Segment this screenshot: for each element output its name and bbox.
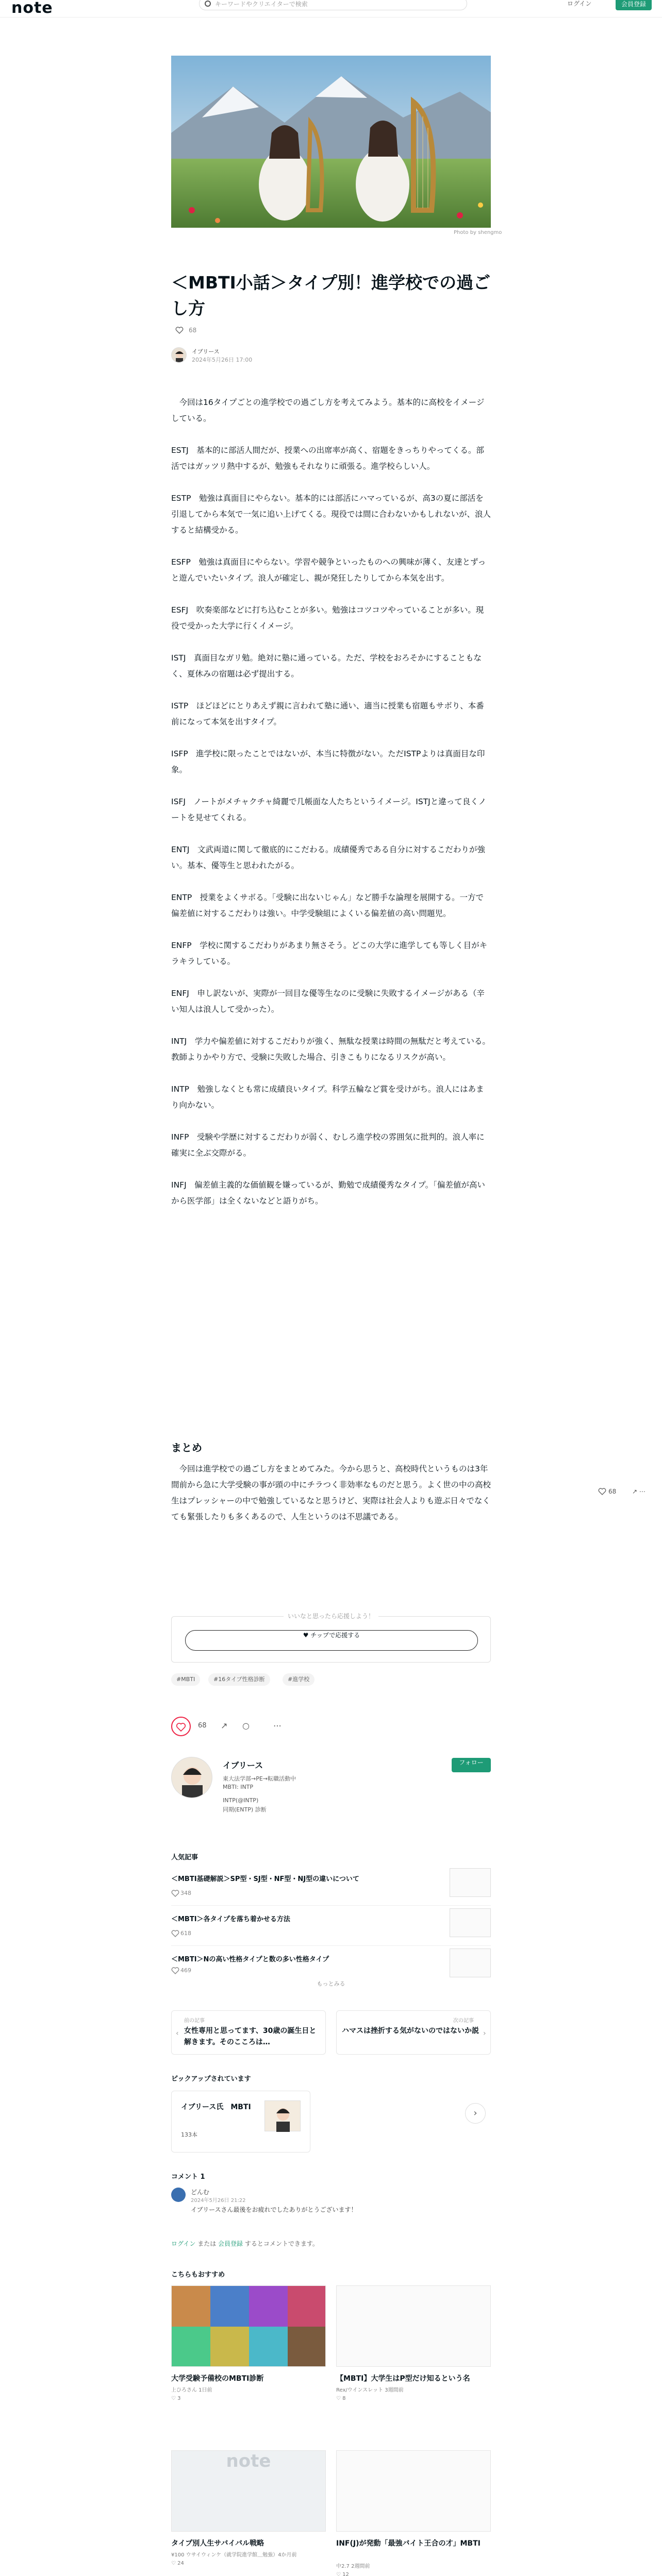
rec-card-2-likes: ♡ 8 [336, 2396, 346, 2401]
rec-card-4-thumb [336, 2450, 491, 2532]
paragraph-enfj: ENFJ 申し訳ないが、実際が一回目な優等生なのに受験に失敗するイメージがある（辛い知人は浪人して受かった）。 [171, 989, 485, 1014]
popular-item-3-thumb[interactable] [450, 1948, 491, 1977]
paragraph-entj: ENTJ 文武両道に関して徹底的にこだわる。成績優秀である自分に対するこだわりが強い。基本、優等生と思われたがる。 [171, 845, 485, 870]
article-body [171, 395, 491, 1225]
share-icon[interactable]: ↗ [221, 1721, 228, 1731]
rec-card-3-author: ¥100 ウサイウィンケ（就学院進学館＿勉強）4か月前 [171, 2552, 297, 2558]
popular-item-2-thumb[interactable] [450, 1908, 491, 1937]
popular-item-1-title[interactable]: ＜MBTI基礎解説＞SP型・SJ型・NF型・NJ型の違いについて [171, 1875, 359, 1883]
profile-line-4: 同期(ENTP) 診断 [223, 1806, 267, 1813]
paragraph-intj: INTJ 学力や偏差値に対するこだわりが強く、無駄な授業は時間の無駄だと考えている。教師よりかやり方で、受験に失敗した場合、引きこもりになるリスクが高い。 [171, 1037, 490, 1062]
profile-avatar[interactable] [171, 1757, 212, 1798]
paragraph-esfp: ESFP 勉強は真面目にやらない。学習や競争といったものへの興味が薄く、友達とずっと遊んでいたいタイプ。浪人が確定し、親が発狂したりしてから本気を出す。 [171, 557, 486, 583]
rec-card-4-author: 中2.7 2週間前 [336, 2564, 370, 2569]
heart-icon [171, 1967, 179, 1974]
rec-card-3-likes: ♡ 24 [171, 2561, 184, 2566]
tag-shingakko[interactable]: #進学校 [283, 1673, 315, 1686]
note-logo[interactable]: note [11, 0, 53, 17]
rec-card-2-thumb [336, 2285, 491, 2367]
next-title: ハマスは挫折する気がないのではないか説 [342, 2027, 479, 2035]
popular-item-1-count: 348 [180, 1890, 191, 1896]
pickup-magazine-card[interactable] [171, 2091, 310, 2153]
prev-title: 女性専用と思ってます、30歳の誕生日と解きます。そのこころは… [184, 2027, 317, 2046]
more-link[interactable]: もっとみる [317, 1980, 345, 1987]
commenter-name[interactable]: どんむ [191, 2189, 210, 2196]
prev-label: 前の記事 [184, 2018, 205, 2024]
paragraph-istp: ISTP ほどほどにとりあえず親に言われて塾に通い、適当に授業も宿題もサボり、本番前になって本気を出すタイプ。 [171, 701, 484, 726]
profile-line-3: INTP(@INTP) [223, 1797, 259, 1804]
divider [171, 1905, 491, 1906]
author-avatar[interactable] [171, 347, 187, 363]
signup-button[interactable]: 会員登録 [616, 0, 652, 10]
commenter-avatar[interactable] [171, 2188, 186, 2202]
comments-heading: コメント 1 [171, 2173, 205, 2181]
paragraph-estj: ESTJ 基本的に部活人間だが、授業への出席率が高く、宿題をきっちりやってくる。部活ではガッツリ熱中するが、勉強もそれなりに頑張る。進学校らしい人。 [171, 446, 484, 471]
heart-icon [171, 1890, 179, 1897]
hero-image [171, 56, 491, 228]
popular-item-2-count: 618 [180, 1930, 191, 1937]
tag-mbti[interactable]: #MBTI [171, 1673, 200, 1686]
paragraph-entp: ENTP 授業をよくサボる。「受験に出ないじゃん」など勝手な論理を展開する。一方で偏差値に対するこだわりは強い。中学受験組によくいる偏差値の高い問題児。 [171, 893, 484, 918]
comments-count: 1 [200, 2173, 205, 2181]
tip-icon: ♥ [303, 1632, 311, 1639]
floating-heart-icon[interactable] [598, 1488, 606, 1495]
search-input[interactable]: キーワードやクリエイターで検索 [215, 1, 308, 8]
tag-16type[interactable]: #16タイプ性格診断 [208, 1673, 270, 1686]
floating-share-icon[interactable]: ↗ ⋯ [632, 1488, 646, 1495]
prev-article[interactable] [171, 2010, 326, 2055]
paragraph-estp: ESTP 勉強は真面目にやらない。基本的には部活にハマっているが、高3の夏に部活を引退してから本気で一気に追い上げてくる。現役では間に合わないかもしれないが、浪人すると結構受かる。 [171, 494, 491, 535]
profile-line-1: 東大法学部→PE→転職活動中 [223, 1775, 296, 1782]
signup-link[interactable]: 会員登録 [218, 2240, 243, 2247]
chevron-right-icon[interactable]: › [465, 2103, 486, 2124]
popular-item-1-thumb[interactable] [450, 1868, 491, 1897]
heart-icon [171, 1930, 179, 1937]
paragraph-infj: INFJ 偏差値主義的な価値観を嫌っているが、勤勉で成績優秀なタイプ。「偏差値が高いから医学部」は全くないなどと語りがち。 [171, 1180, 485, 1206]
search-box[interactable] [199, 0, 467, 10]
tip-button-label: チップで応援する [310, 1632, 360, 1639]
rec-card-4-likes: ♡ 12 [336, 2572, 349, 2576]
more-icon[interactable]: ⋯ [273, 1721, 282, 1731]
intro-paragraph: 今回は16タイプごとの進学校での過ごし方を考えてみよう。基本的に高校をイメージしている。 [171, 398, 485, 423]
summary-heading: まとめ [171, 1442, 202, 1454]
popular-item-2-title[interactable]: ＜MBTI＞各タイプを落ち着かせる方法 [171, 1916, 290, 1923]
popular-heading: 人気記事 [171, 1854, 198, 1861]
pickup-count: 133本 [181, 2131, 197, 2138]
divider [171, 1945, 491, 1946]
rec-card-4-title: INF(J)が発動「最強バイト王合の才」MBTI [336, 2539, 481, 2548]
comment-login-prompt: ログイン または 会員登録 するとコメントできます。 [171, 2240, 319, 2247]
top-header [0, 0, 662, 18]
popular-item-3-title[interactable]: ＜MBTI＞Nの高い性格タイプと数の多い性格タイプ [171, 1956, 329, 1963]
paragraph-infp: INFP 受験や学歴に対するこだわりが弱く、むしろ進学校の雰囲気に批判的。浪人率に確実に全ぶ交際がる。 [171, 1132, 485, 1158]
publish-date: 2024年5月26日 17:00 [192, 357, 253, 363]
article-like-count: 68 [189, 327, 197, 334]
paragraph-esfj: ESFJ 吹奏楽部などに打ち込むことが多い。勉強はコツコツやっていることが多い。現役で受かった大学に行くイメージ。 [171, 605, 484, 631]
paragraph-isfj: ISFJ ノートがメチャクチャ綺麗で几帳面な人たちというイメージ。ISTJと違って良くノートを見せてくれる。 [171, 797, 487, 822]
paragraph-istj: ISTJ 真面目なガリ勉。絶対に塾に通っている。ただ、学校をおろそかにすることもなく、夏休みの宿題は必ず提出する。 [171, 653, 482, 679]
author-name[interactable]: イブリース [192, 348, 220, 355]
search-icon [205, 1, 211, 7]
rec-card-3-title: タイプ別人生サバイバル戦略 [171, 2539, 264, 2548]
next-label: 次の記事 [453, 2018, 474, 2024]
chevron-left-icon: ‹ [176, 2029, 179, 2038]
rec-card-1-thumb [171, 2285, 326, 2367]
summary-paragraph: 今回は進学校での過ごし方をまとめてみた。今から思うと、高校時代というものは3年間前から急に大学受験の事が頭の中にチラつく非効率なものだと思う。よく世の中の高校生はプレッシャーの中で勉強しているなと思うけど、実際は社会人よりも遊ぶ日々でなくても緊張したりも多くあるので、人生というのは不思議である。 [171, 1464, 491, 1521]
support-question: いいなと思ったら応援しよう！ [172, 1612, 490, 1620]
login-link[interactable]: ログイン [171, 2240, 196, 2247]
profile-name[interactable]: イブリース [223, 1760, 263, 1770]
chevron-right-icon: › [483, 2029, 486, 2038]
pickup-heading: ピックアップされています [171, 2075, 251, 2083]
comment-text: イブリースさん最後をお疲れでしたありがとうございます！ [191, 2206, 357, 2213]
popular-item-3-count: 469 [180, 1967, 191, 1974]
article-title: ＜MBTI小話＞タイプ別！進学校での過ごし方 [171, 273, 491, 318]
rec-card-1-likes: ♡ 3 [171, 2396, 181, 2401]
pickup-thumb [264, 2100, 301, 2131]
login-link[interactable]: ログイン [567, 0, 592, 7]
rec-card-2-author: Rex/ウインスレット 3週間前 [336, 2387, 404, 2393]
support-box [171, 1613, 491, 1663]
like-count: 68 [198, 1722, 207, 1730]
photo-credit[interactable]: Photo by shengmo [454, 230, 502, 235]
comment-date: 2024年5月26日 21:22 [191, 2198, 246, 2204]
paragraph-intp: INTP 勉強しなくとも常に成績良いタイプ。科学五輪など賞を受けがち。浪人にはあまり向かない。 [171, 1084, 484, 1110]
recommend-heading: こちらもおすすめ [171, 2271, 225, 2279]
paragraph-enfp: ENFP 学校に関するこだわりがあまり無さそう。どこの大学に進学しても等しく目がキラキラしている。 [171, 941, 488, 966]
comment-icon[interactable]: ○ [242, 1721, 250, 1731]
follow-button[interactable]: フォロー [452, 1758, 491, 1772]
tip-button[interactable] [185, 1630, 478, 1651]
note-placeholder-thumb: note [171, 2450, 326, 2532]
pickup-name: イブリース氏 MBTI [181, 2103, 251, 2111]
heart-icon[interactable] [175, 327, 184, 334]
rec-card-1-author: 上ひろさん 1日前 [171, 2387, 212, 2393]
rec-card-1-title: 大学受験予備校のMBTI診断 [171, 2375, 264, 2383]
profile-line-2: MBTI: INTP [223, 1784, 254, 1790]
paragraph-isfp: ISFP 進学校に限ったことではないが、本当に特徴がない。ただISTPよりは真面目な印象。 [171, 749, 485, 774]
floating-like-count: 68 [608, 1488, 617, 1495]
next-article[interactable] [336, 2010, 491, 2055]
like-button[interactable] [171, 1717, 191, 1736]
rec-card-2-title: 【MBTI】大学生はP型だけ知るという名 [336, 2375, 470, 2383]
